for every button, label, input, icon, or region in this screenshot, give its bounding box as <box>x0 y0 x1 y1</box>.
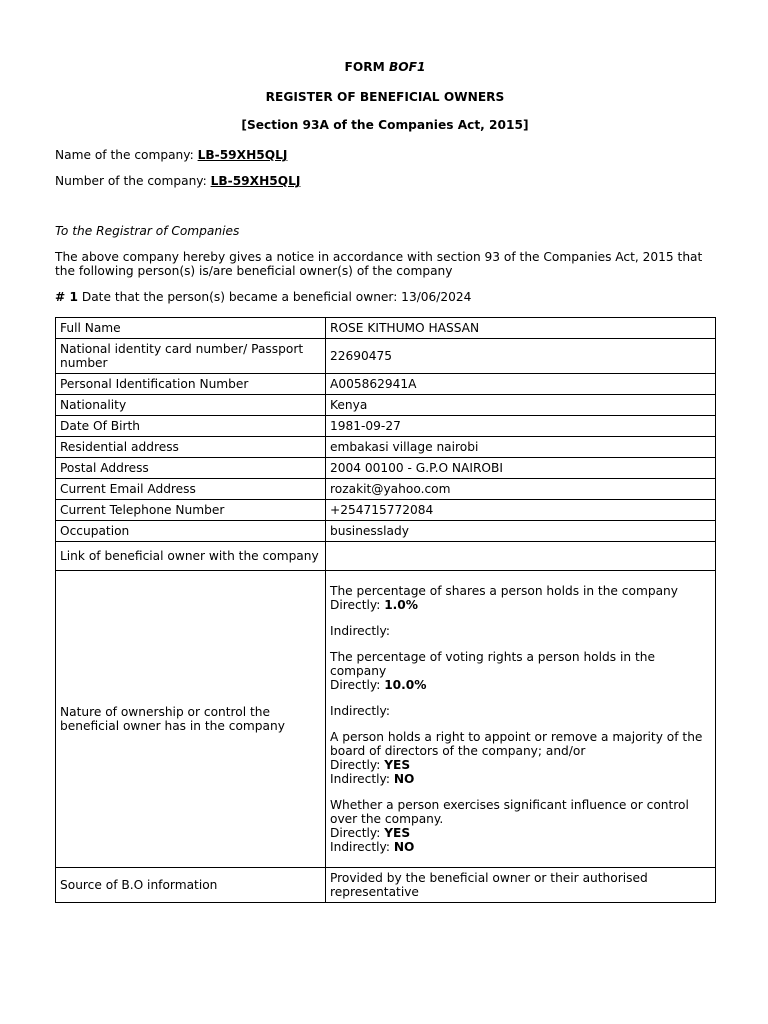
beneficial-owner-table <box>55 317 716 903</box>
nature-label: Nature of ownership or control the beneficial owner has in the company <box>56 571 326 868</box>
row-label: Full Name <box>56 318 326 339</box>
row-value: 2004 00100 - G.P.O NAIROBI <box>326 458 716 479</box>
source-value: Provided by the beneficial owner or their authorised representative <box>326 868 716 903</box>
row-value: 1981-09-27 <box>326 416 716 437</box>
entry-date-text: Date that the person(s) became a beneficial owner: 13/06/2024 <box>81 290 472 304</box>
row-value: businesslady <box>326 521 716 542</box>
row-label: Residential address <box>56 437 326 458</box>
appoint-indirect-value: NO <box>393 772 415 786</box>
row-label: Current Email Address <box>56 479 326 500</box>
row-value: rozakit@yahoo.com <box>326 479 716 500</box>
source-row <box>56 868 716 903</box>
table-row <box>56 521 716 542</box>
appoint-text: A person holds a right to appoint or remove a majority of the board of directors of the company; and/or <box>330 730 703 758</box>
influence-direct-label: Directly: <box>330 826 381 840</box>
row-value: A005862941A <box>326 374 716 395</box>
row-label: National identity card number/ Passport number <box>56 339 326 374</box>
appoint-indirect-label: Indirectly: <box>330 772 390 786</box>
shares-direct-value: 1.0% <box>384 598 418 612</box>
table-row <box>56 437 716 458</box>
voting-text: The percentage of voting rights a person holds in the company <box>330 650 655 678</box>
row-value <box>326 542 716 571</box>
influence-block <box>330 798 711 854</box>
shares-indirect: Indirectly: <box>330 624 390 638</box>
table-row <box>56 542 716 571</box>
row-label: Postal Address <box>56 458 326 479</box>
row-value: +254715772084 <box>326 500 716 521</box>
appoint-direct-value: YES <box>384 758 411 772</box>
table-row <box>56 500 716 521</box>
row-label: Occupation <box>56 521 326 542</box>
row-value: Kenya <box>326 395 716 416</box>
table-row <box>56 318 716 339</box>
nature-value <box>326 571 716 868</box>
shares-text: The percentage of shares a person holds in the company <box>330 584 678 598</box>
row-label: Nationality <box>56 395 326 416</box>
table-row <box>56 458 716 479</box>
row-value: embakasi village nairobi <box>326 437 716 458</box>
shares-direct-label: Directly: <box>330 598 381 612</box>
section-reference: [Section 93A of the Companies Act, 2015] <box>241 118 529 132</box>
form-code: BOF1 <box>388 60 426 74</box>
register-title: REGISTER OF BENEFICIAL OWNERS <box>265 90 505 104</box>
influence-text: Whether a person exercises significant influence or control over the company. <box>330 798 689 826</box>
row-label: Current Telephone Number <box>56 500 326 521</box>
table-row <box>56 339 716 374</box>
voting-direct-label: Directly: <box>330 678 381 692</box>
row-label: Link of beneficial owner with the company <box>56 542 326 571</box>
row-label: Date Of Birth <box>56 416 326 437</box>
row-value: 22690475 <box>326 339 716 374</box>
shares-block <box>330 584 711 612</box>
voting-direct-value: 10.0% <box>384 678 427 692</box>
appoint-block <box>330 730 711 786</box>
addressee: To the Registrar of Companies <box>55 224 240 238</box>
voting-indirect: Indirectly: <box>330 704 390 718</box>
notice-paragraph: The above company hereby gives a notice in accordance with section 93 of the Companies Act, 2015 that the following person(s) is/are beneficial owner(s) of the company <box>55 250 703 278</box>
table-row <box>56 374 716 395</box>
table-row <box>56 395 716 416</box>
form-title <box>55 60 715 74</box>
source-label: Source of B.O information <box>56 868 326 903</box>
table-row <box>56 479 716 500</box>
appoint-direct-label: Directly: <box>330 758 381 772</box>
influence-indirect-value: NO <box>393 840 415 854</box>
nature-row <box>56 571 716 868</box>
influence-indirect-label: Indirectly: <box>330 840 390 854</box>
entry-number: # 1 <box>55 290 78 304</box>
company-number-value: LB-59XH5QLJ <box>210 174 301 188</box>
company-name-label: Name of the company: <box>55 148 194 162</box>
company-number-line <box>55 174 715 188</box>
voting-block <box>330 650 711 692</box>
entry-line <box>55 290 715 304</box>
company-name-line <box>55 148 715 162</box>
row-label: Personal Identification Number <box>56 374 326 395</box>
company-name-value: LB-59XH5QLJ <box>197 148 288 162</box>
influence-direct-value: YES <box>384 826 411 840</box>
table-row <box>56 416 716 437</box>
row-value: ROSE KITHUMO HASSAN <box>326 318 716 339</box>
form-prefix: FORM <box>344 60 385 74</box>
company-number-label: Number of the company: <box>55 174 207 188</box>
